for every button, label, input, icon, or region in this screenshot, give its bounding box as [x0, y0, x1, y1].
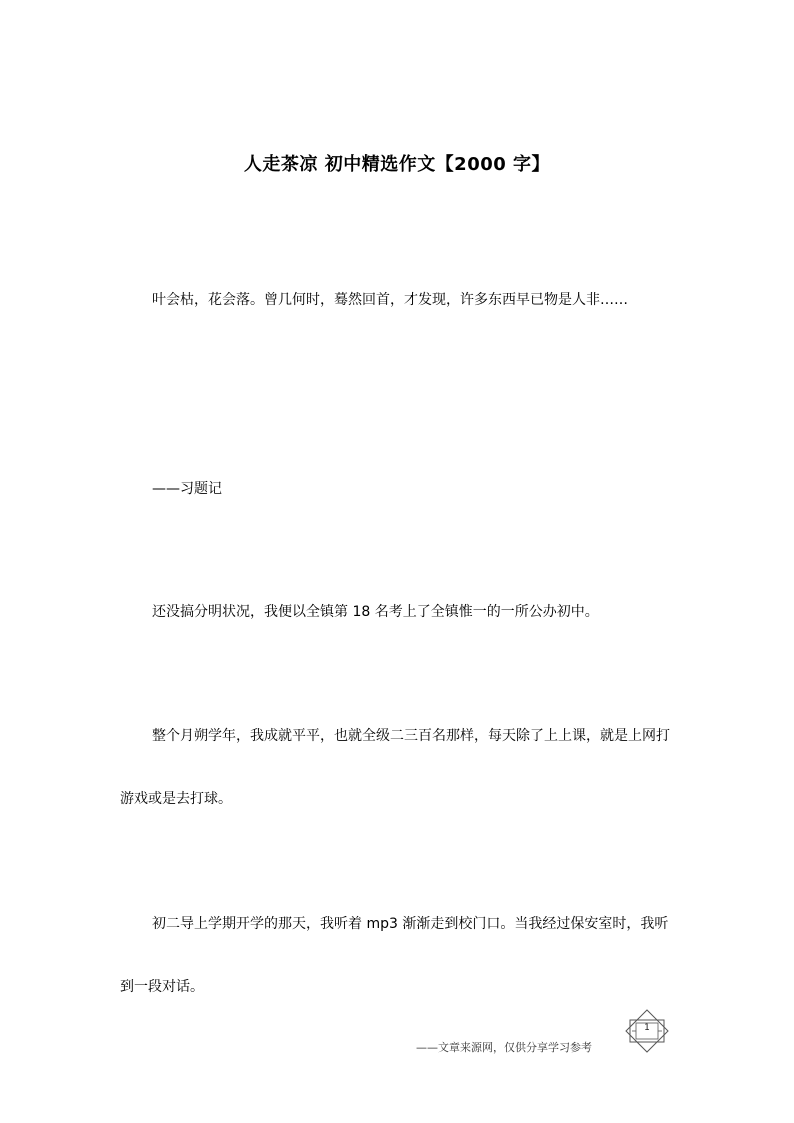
page-number-badge	[624, 1008, 670, 1054]
paragraph-1: 叶会枯，花会落。曾几何时，蓦然回首，才发现，许多东西早已物是人非……	[152, 292, 628, 308]
paragraph-4: 整个月朔学年，我成就平平，也就全级二三百名那样，每天除了上上课，就是上网打游戏或是去打球。	[120, 728, 670, 807]
paragraph-5: 初二导上学期开学的那天，我听着 mp3 渐渐走到校门口。当我经过保安室时，我听到一段对话。	[120, 916, 669, 995]
paragraph-3: 还没搞分明状况，我便以全镇第 18 名考上了全镇惟一的一所公办初中。	[152, 604, 599, 620]
footer-source-text: ——文章来源网，仅供分享学习参考	[416, 1041, 592, 1054]
paragraph-2: ——习题记	[152, 481, 222, 497]
document-title: 人走茶凉 初中精选作文【2000 字】	[243, 154, 551, 176]
page-number: 1	[644, 1023, 650, 1033]
